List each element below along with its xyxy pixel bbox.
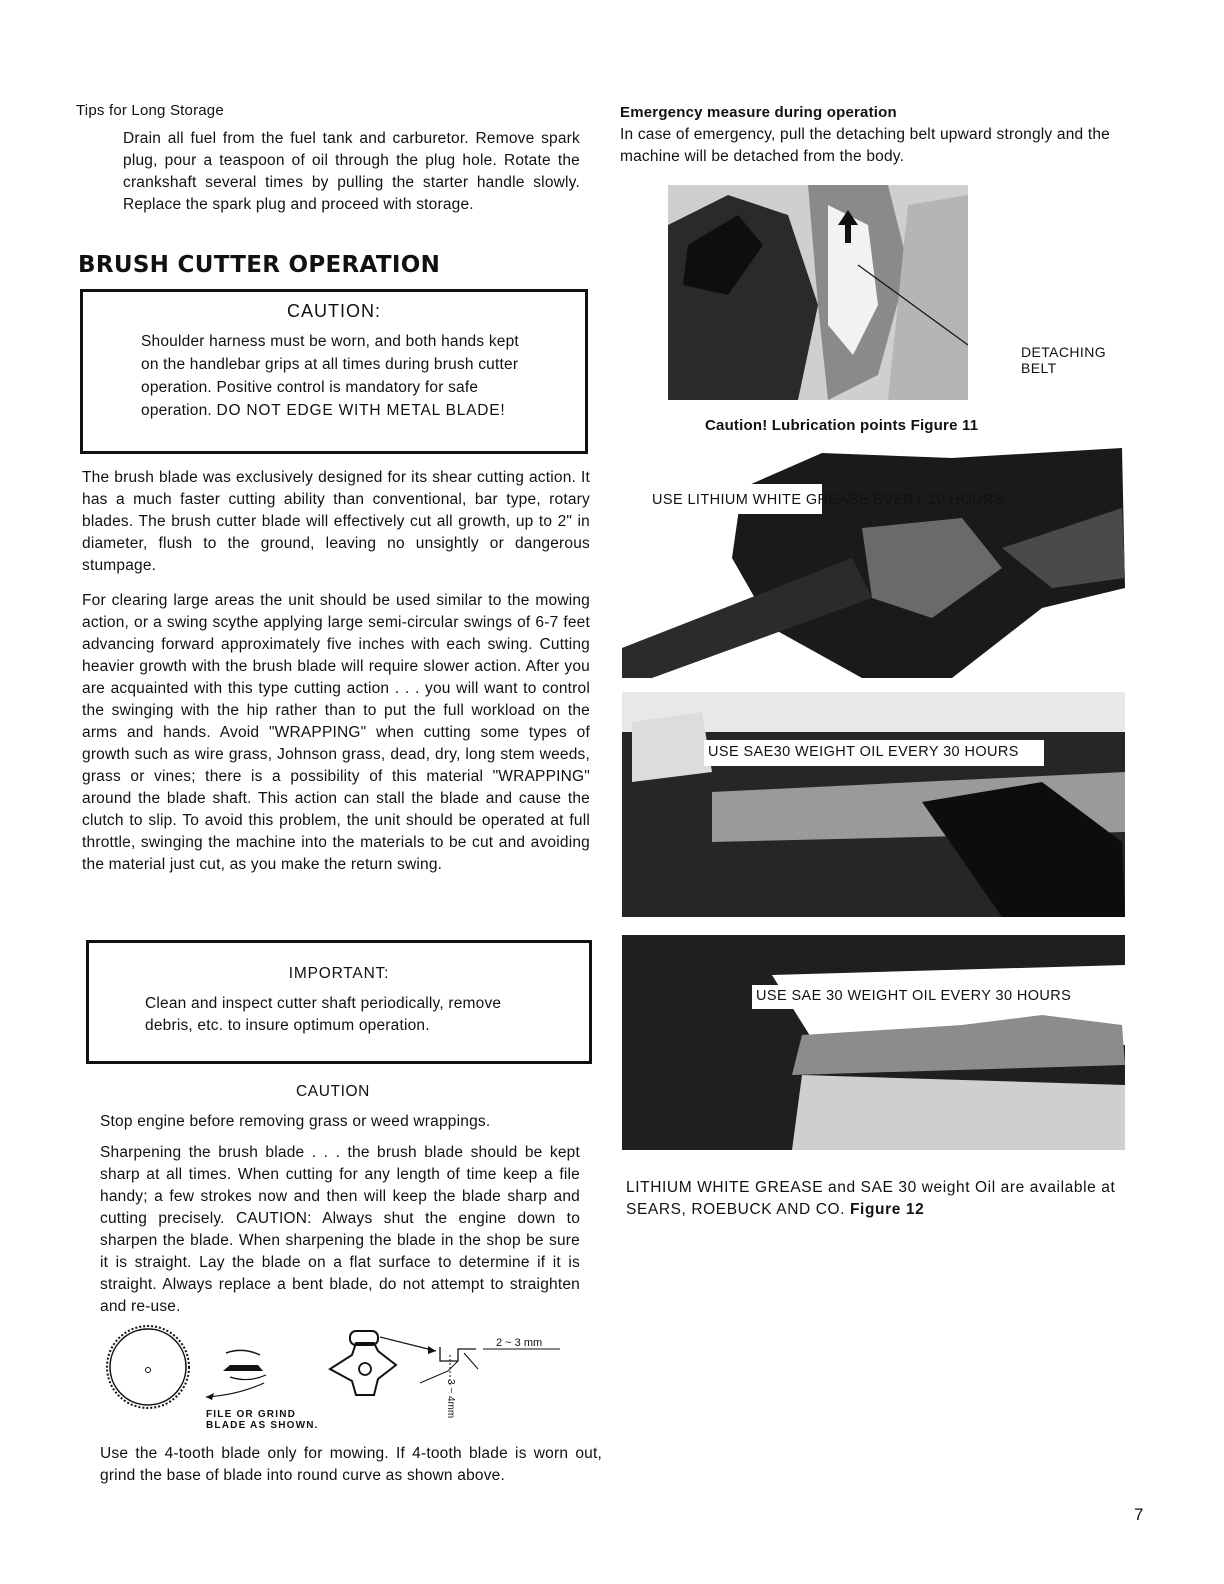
saw-blade-icon	[107, 1326, 189, 1408]
figure12-text: LITHIUM WHITE GREASE and SAE 30 weight Oil are available at SEARS, ROEBUCK AND CO.	[626, 1179, 1116, 1218]
oil-label-1: USE SAE30 WEIGHT OIL EVERY 30 HOURS	[708, 744, 1019, 760]
caution2-text: Stop engine before removing grass or weed wrappings.	[100, 1113, 491, 1130]
oil-label-2: USE SAE 30 WEIGHT OIL EVERY 30 HOURS	[756, 988, 1072, 1004]
tooth-detail-icon	[420, 1347, 560, 1385]
caution-box-body: Shoulder harness must be worn, and both hands kept on the handlebar grips at all times during brush cutter operation. Positive control is mandatory for safe operation.	[141, 333, 519, 419]
dim-side-label: 3 ~ 4mm	[445, 1379, 456, 1419]
caution2-title: CAUTION	[296, 1083, 370, 1100]
sharpening-text-1: Sharpening the brush blade . . . the brush blade should be kept sharp at all times. When cutting for any length of time keep a file handy; a few strokes now and then will keep the blade sharp and cutting precisely.	[100, 1144, 580, 1227]
detaching-label-line1: DETACHING	[1021, 344, 1107, 360]
caution-box-text	[141, 330, 531, 422]
tips-heading: Tips for Long Storage	[76, 102, 224, 119]
four-tooth-blade-icon	[330, 1331, 436, 1395]
figure11-caption: Caution! Lubrication points Figure 11	[705, 417, 979, 434]
detaching-label-line2: BELT	[1021, 360, 1057, 376]
tips-body: Drain all fuel from the fuel tank and carburetor. Remove spark plug, pour a teaspoon of oil through the plug hole. Rotate the crankshaft several times by pulling the starter handle slowly. Replace the spark plug and proceed with storage.	[123, 130, 580, 213]
blade-diagram	[98, 1325, 578, 1440]
caution-box-emphasis: DO NOT EDGE WITH METAL BLADE!	[216, 402, 506, 419]
caution-box-title: CAUTION:	[286, 301, 381, 321]
sharpening-paragraph	[100, 1142, 580, 1318]
sharpening-caution-word: CAUTION:	[235, 1210, 312, 1227]
figure12-label: Figure 12	[849, 1201, 925, 1218]
figure12-caption	[626, 1177, 1131, 1221]
sharpening-text-2: Always shut the engine down to sharpen the blade. When sharpening the blade in the shop be sure it is straight. Lay the blade on a flat surface to determine if it is straight. Always replace a bent blade, do not attempt to straighten and re-use.	[100, 1210, 581, 1315]
grease-photo	[622, 448, 1125, 678]
figure11-photo	[668, 185, 968, 400]
emergency-text: In case of emergency, pull the detaching belt upward strongly and the machine will be detached from the body.	[620, 126, 1111, 165]
emergency-heading: Emergency measure during operation	[620, 104, 897, 121]
oil-photo-1	[622, 692, 1125, 917]
important-box	[86, 940, 592, 1064]
file-label-line2: BLADE AS SHOWN.	[206, 1420, 319, 1431]
important-box-text: Clean and inspect cutter shaft periodically, remove debris, etc. to insure optimum operation.	[145, 995, 502, 1034]
paragraph-brush-blade: The brush blade was exclusively designed for its shear cutting action. It has a much faster cutting ability than conventional, bar type, rotary blades. The brush cutter blade will effectively cut all growth, up to 2" in diameter, flush to the ground, leaving no unsightly or dangerous stumpage.	[82, 469, 590, 574]
file-or-grind-label	[206, 1409, 319, 1431]
oil-photo-2	[622, 935, 1125, 1150]
paragraph-clearing: For clearing large areas the unit should be used similar to the mowing action, or a swing scythe applying large semi-circular swings of 6-7 feet advancing forward approximately five inches with each swing. Cutting heavier growth with the brush blade will require slower action. After you are acquainted with this type cutting action . . . you will want to control the swinging with the hip rather than to put the full workload on the arms and hands. Avoid "WRAPPING" when cutting some types of growth such as wire grass, Johnson grass, dead, dry, long stem weeds, grass or vines; there is a possibility of this material "WRAPPING" around the blade shaft. This action can stall the blade and cause the clutch to slip. To avoid this problem, the unit should be operated at full throttle, swinging the machine into the materials to be cut and avoiding the material just cut, as you make the return swing.	[82, 592, 590, 873]
file-label-line1: FILE OR GRIND	[206, 1409, 297, 1420]
detaching-belt-label	[1021, 344, 1106, 376]
file-icon	[206, 1350, 266, 1400]
section-title: BRUSH CUTTER OPERATION	[78, 252, 441, 278]
page-number: 7	[1134, 1505, 1144, 1524]
dim-top-label: 2 ~ 3 mm	[496, 1337, 543, 1349]
caution-box	[80, 289, 588, 454]
four-tooth-paragraph: Use the 4-tooth blade only for mowing. If 4-tooth blade is worn out, grind the base of blade into round curve as shown above.	[100, 1445, 602, 1484]
important-box-title: IMPORTANT:	[288, 965, 390, 982]
grease-label: USE LITHIUM WHITE GREASE EVERY 10 HOURS	[652, 492, 1004, 508]
